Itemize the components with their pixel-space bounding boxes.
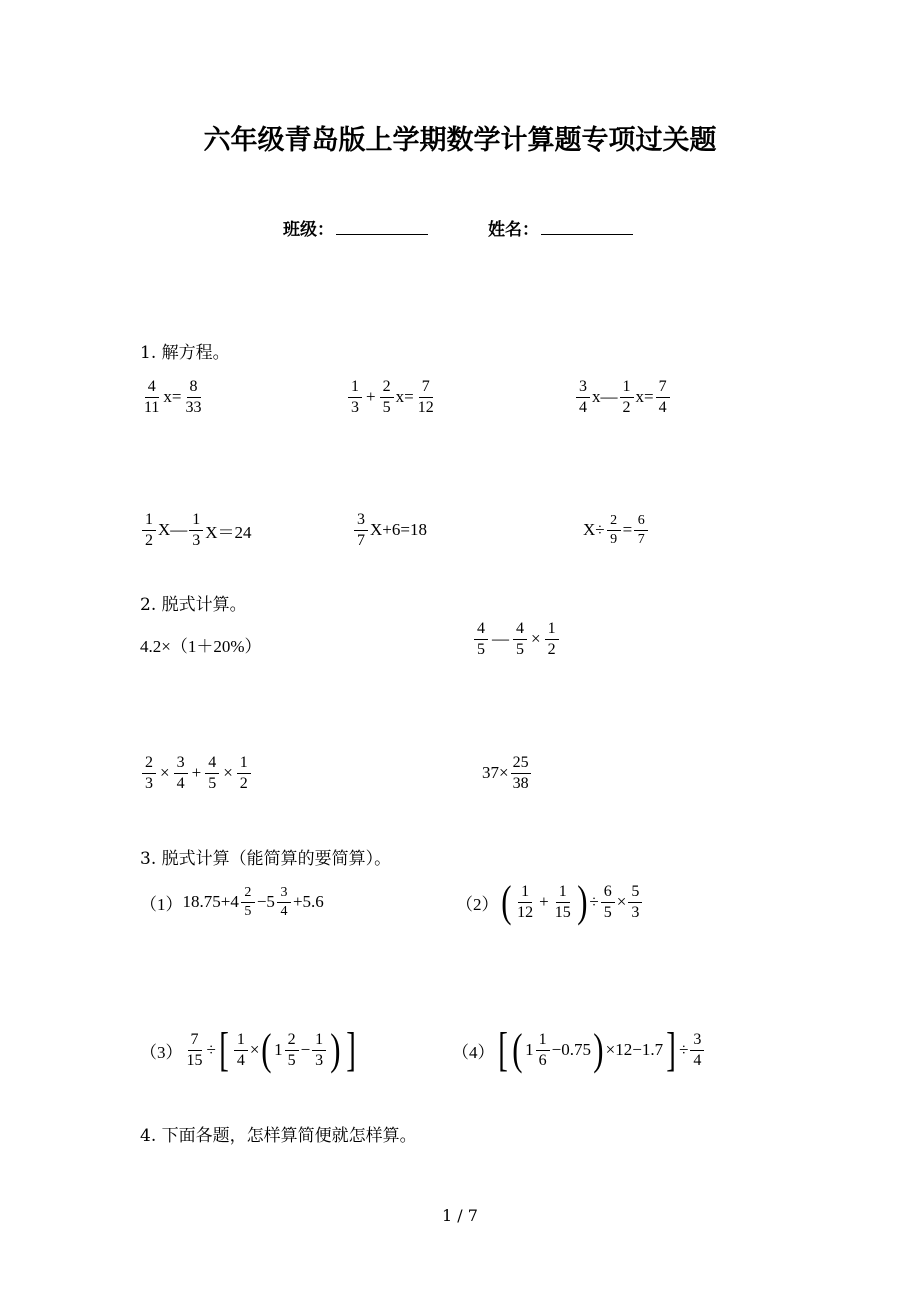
q2-expr3: $\frac{2}{3}$ × $\frac{3}{4}$ + $\frac{4}{5}$ × $\frac{1}{2}$ bbox=[140, 754, 253, 793]
name-field bbox=[488, 215, 633, 240]
q1-eq4: $\frac{1}{2}$ X— $\frac{1}{3}$ X＝24 bbox=[140, 511, 252, 550]
class-field bbox=[283, 215, 428, 240]
q1-eq1: $\frac{4}{11}$ x= $\frac{8}{33}$ bbox=[144, 378, 202, 416]
q3-expr2: （2） ( $\frac{1}{12}$ + $\frac{1}{15}$ ) ÷ $\frac{6}{5}$ × $\frac{5}{3}$ bbox=[456, 880, 644, 924]
q1-heading: 1. 解方程。 bbox=[140, 343, 230, 363]
q3-heading: 3. 脱式计算（能简算的要简算）。 bbox=[140, 849, 392, 869]
name-blank[interactable] bbox=[541, 220, 633, 235]
q4-heading: 4. 下面各题，怎样算简便就怎样算。 bbox=[140, 1126, 417, 1146]
class-label: 班级： bbox=[283, 220, 334, 240]
page-number: 1 / 7 bbox=[442, 1206, 478, 1225]
q1-eq5: $\frac{3}{7}$ X+6=18 bbox=[352, 511, 427, 550]
page-title: 六年级青岛版上学期数学计算题专项过关题 bbox=[203, 125, 717, 156]
q3-expr1: （1） 18.75+4 $\frac{2}{5}$ −5 $\frac{3}{4}$ +5.6 bbox=[140, 885, 324, 919]
q1-eq3: $\frac{3}{4}$ x— $\frac{1}{2}$ x= $\frac{7}{4}$ bbox=[574, 378, 672, 417]
q3-expr4: （4） [ ( 1 $\frac{1}{6}$ −0.75 ) ×12−1.7 ] ÷ $\frac{3}{4}$ bbox=[452, 1026, 706, 1074]
q1-eq6: X÷ $\frac{2}{9}$ = $\frac{6}{7}$ bbox=[583, 513, 650, 547]
q2-heading: 2. 脱式计算。 bbox=[140, 595, 247, 615]
class-blank[interactable] bbox=[336, 220, 428, 235]
q3-expr3: （3） $\frac{7}{15}$ ÷ [ $\frac{1}{4}$ × ( 1 $\frac{2}{5}$ − $\frac{1}{3}$ ) ] bbox=[140, 1023, 356, 1076]
q2-expr2: $\frac{4}{5}$ — $\frac{4}{5}$ × $\frac{1}{2}$ bbox=[472, 620, 561, 659]
q2-expr1: 4.2×（1＋20%） bbox=[140, 637, 262, 656]
name-label: 姓名： bbox=[488, 220, 539, 240]
q2-expr4: 37× $\frac{25}{38}$ bbox=[482, 754, 529, 792]
q1-eq2: $\frac{1}{3}$ + $\frac{2}{5}$ x= $\frac{7}{12}$ bbox=[346, 378, 438, 417]
